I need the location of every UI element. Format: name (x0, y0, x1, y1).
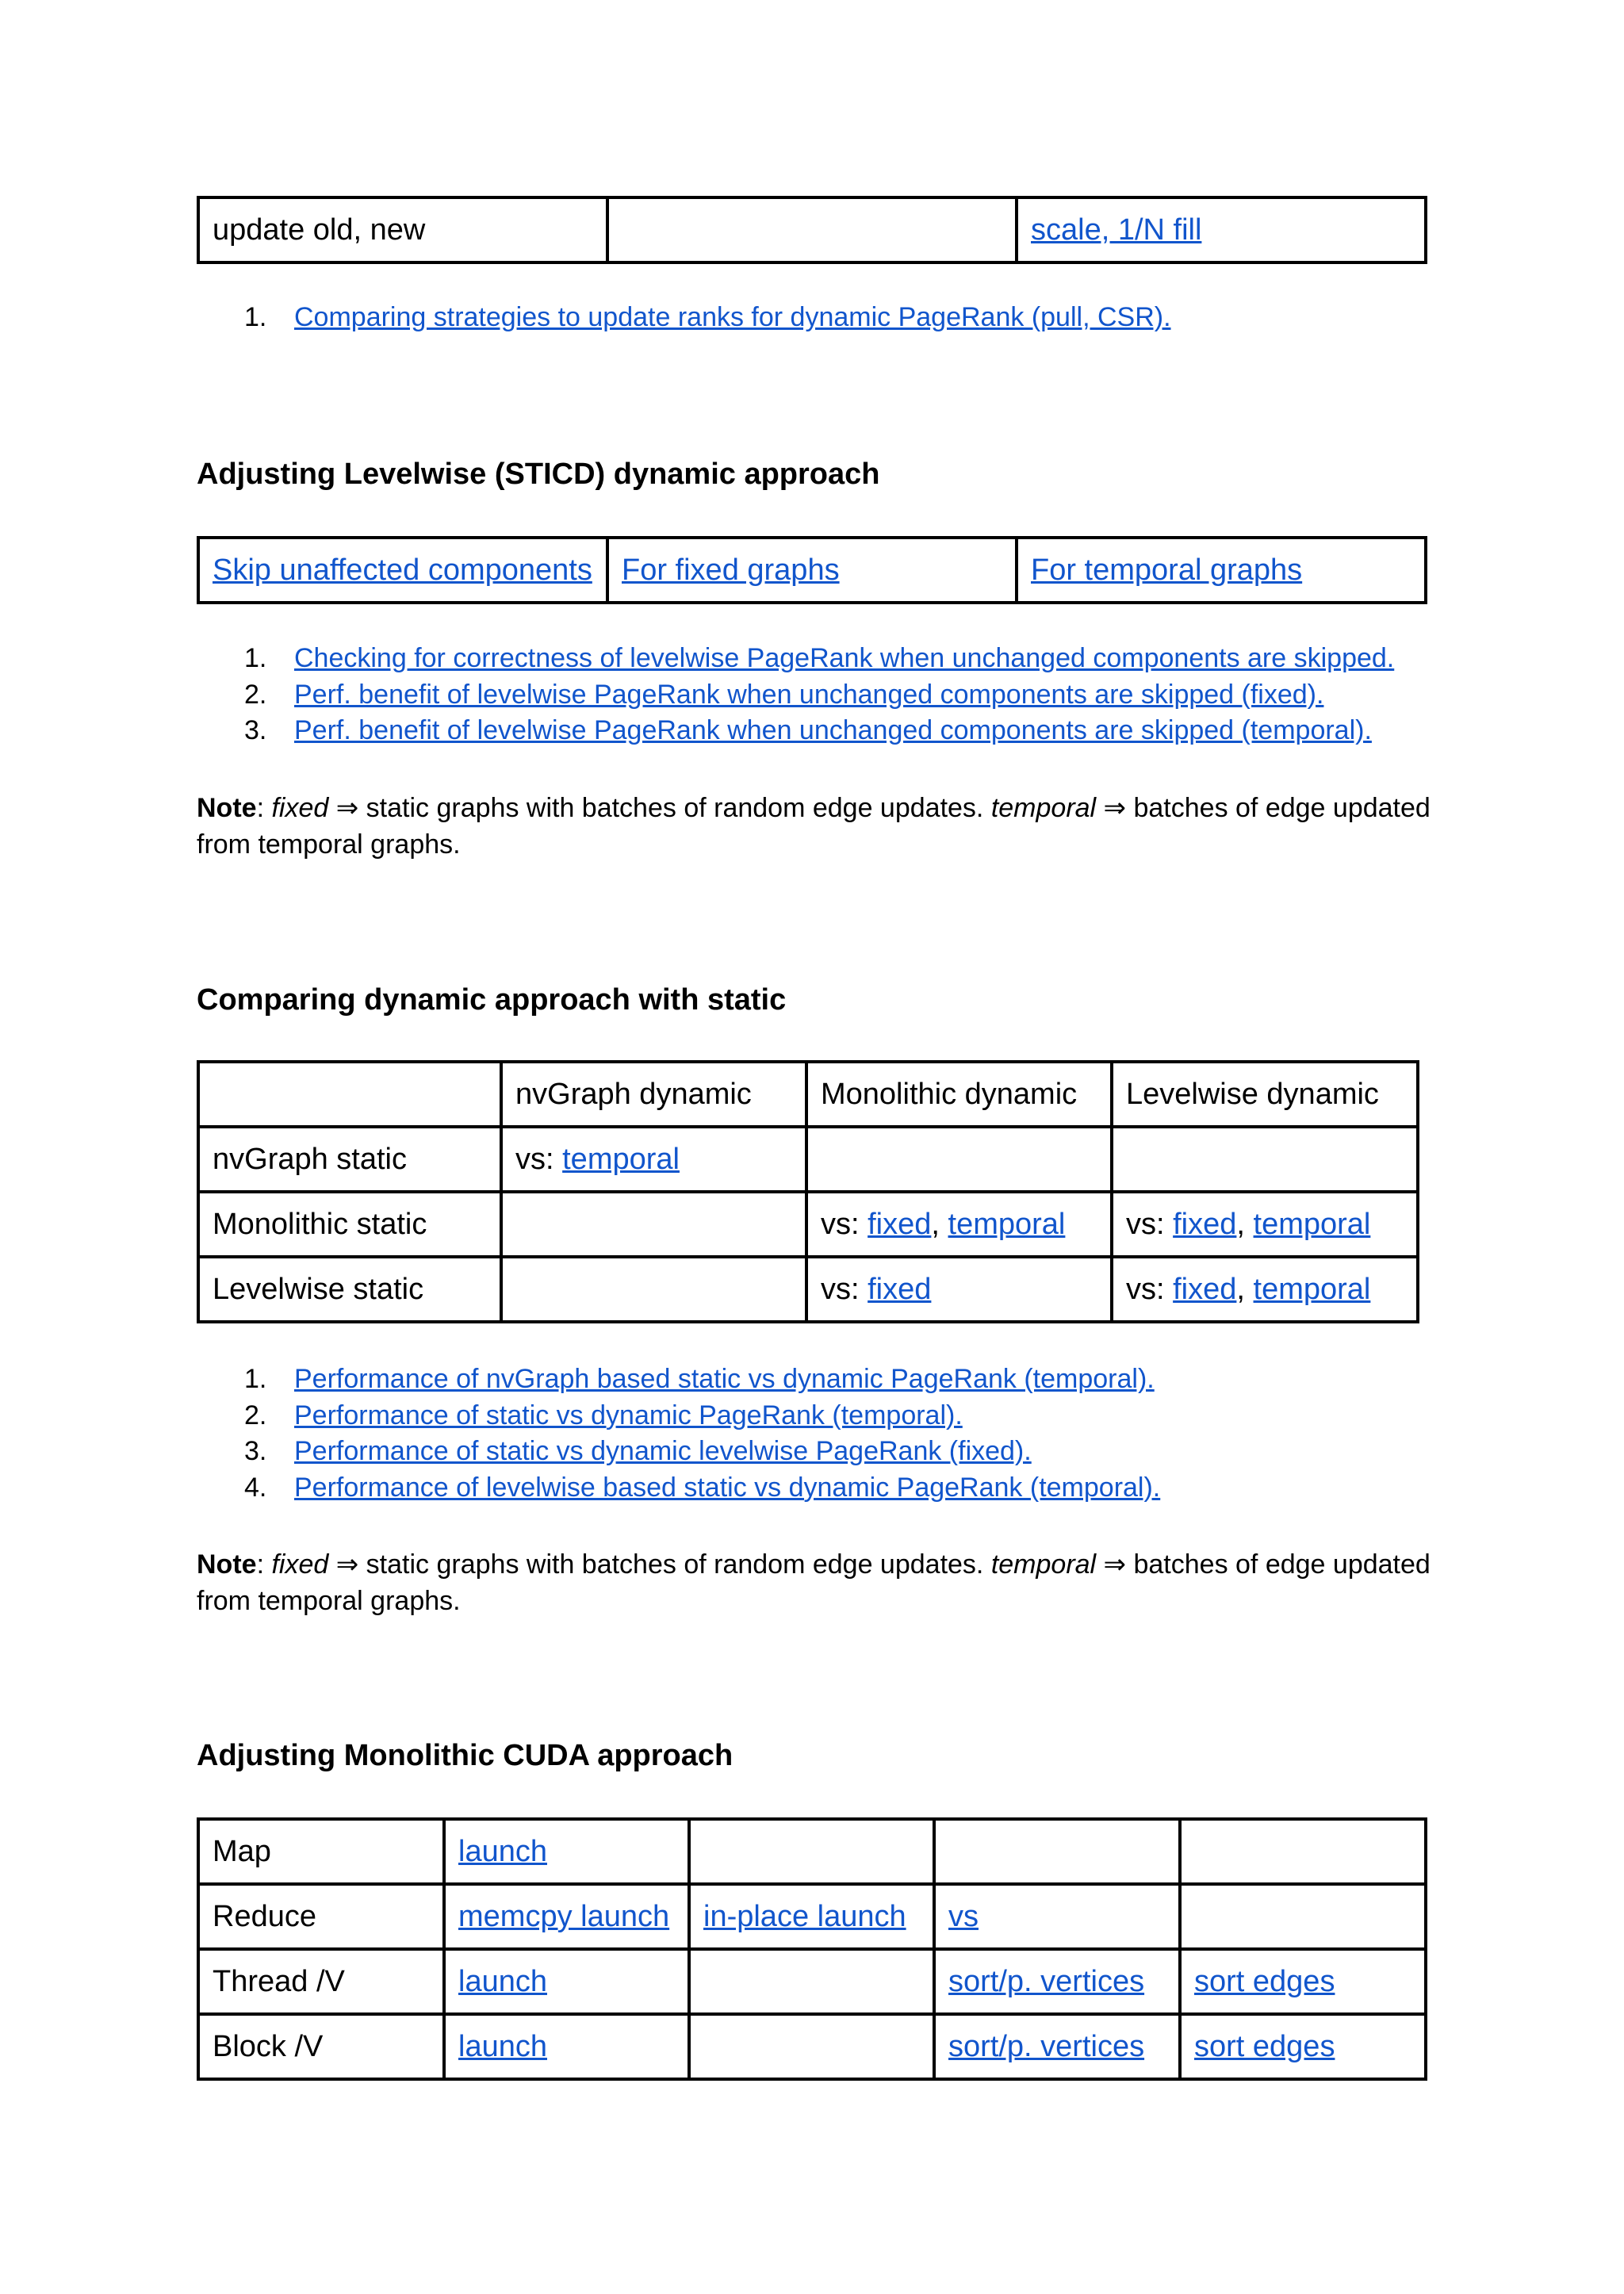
link-list-item[interactable]: Perf. benefit of levelwise PageRank when unchanged components are skipped (temporal). (294, 715, 1372, 745)
link-sort-edges[interactable]: sort edges (1194, 1964, 1335, 1998)
table-cell: vs: fixed, temporal (1112, 1257, 1418, 1322)
table-cell (607, 197, 1017, 262)
link-fixed[interactable]: fixed (868, 1272, 932, 1306)
table-cell (689, 2014, 934, 2079)
table-row (198, 1062, 1418, 1127)
section-heading-compare: Comparing dynamic approach with static (197, 983, 787, 1017)
link-launch[interactable]: launch (458, 2029, 547, 2063)
row-header: Map (198, 1819, 444, 1884)
link-fixed[interactable]: fixed (868, 1207, 932, 1241)
list-item: 4. Performance of levelwise based static vs dynamic PageRank (temporal). (244, 1472, 1161, 1503)
list-item: 3. Performance of static vs dynamic levelwise PageRank (fixed). (244, 1436, 1032, 1466)
row-header: Monolithic static (198, 1192, 501, 1257)
link-list-item[interactable]: Performance of nvGraph based static vs dynamic PageRank (temporal). (294, 1364, 1155, 1394)
table-cell (198, 538, 607, 603)
table-cell: vs: fixed, temporal (1112, 1192, 1418, 1257)
row-header: nvGraph static (198, 1127, 501, 1192)
link-temporal[interactable]: temporal (1253, 1272, 1371, 1306)
link-in-place-launch[interactable]: in-place launch (703, 1899, 906, 1933)
link-list-item[interactable]: Checking for correctness of levelwise PageRank when unchanged components are skipped. (294, 643, 1395, 673)
table-row (198, 197, 1426, 262)
table-cell (934, 1819, 1180, 1884)
update-list (197, 300, 1465, 336)
table-cell (934, 2014, 1180, 2079)
table-cell (444, 1949, 689, 2014)
link-launch[interactable]: launch (458, 1964, 547, 1998)
table-row (198, 1192, 1418, 1257)
list-item: 2. Performance of static vs dynamic PageRank (temporal). (244, 1400, 963, 1430)
list-item: 2. Perf. benefit of levelwise PageRank when unchanged components are skipped (fixed). (244, 679, 1324, 710)
link-vs[interactable]: vs (948, 1899, 979, 1933)
link-list-item[interactable]: Performance of static vs dynamic levelwise PageRank (fixed). (294, 1436, 1032, 1466)
table-cell (1017, 538, 1426, 603)
table-cell (934, 1949, 1180, 2014)
list-item: 1. Performance of nvGraph based static vs dynamic PageRank (temporal). (244, 1364, 1155, 1394)
table-cell (1017, 197, 1426, 262)
table-cell (1180, 1884, 1426, 1949)
compare-table (197, 1060, 1419, 1323)
list-item: 1. Checking for correctness of levelwise PageRank when unchanged components are skipped. (244, 643, 1395, 673)
list-item: 3. Perf. benefit of levelwise PageRank when unchanged components are skipped (temporal). (244, 715, 1372, 745)
link-fixed-graphs[interactable]: For fixed graphs (622, 553, 840, 587)
table-cell: vs: fixed, temporal (806, 1192, 1112, 1257)
table-cell (1180, 1819, 1426, 1884)
link-scale-fill[interactable]: scale, 1/N fill (1031, 213, 1202, 247)
levelwise-list (197, 641, 1465, 749)
column-header: Levelwise dynamic (1112, 1062, 1418, 1127)
link-fixed[interactable]: fixed (1173, 1207, 1237, 1241)
link-launch[interactable]: launch (458, 1834, 547, 1868)
table-cell (501, 1192, 806, 1257)
table-cell (1112, 1127, 1418, 1192)
link-sort-vertices[interactable]: sort/p. vertices (948, 1964, 1145, 1998)
link-list-item[interactable]: Perf. benefit of levelwise PageRank when unchanged components are skipped (fixed). (294, 679, 1324, 710)
table-cell: vs: temporal (501, 1127, 806, 1192)
table-row (198, 1257, 1418, 1322)
link-temporal[interactable]: temporal (562, 1142, 680, 1176)
row-header: Levelwise static (198, 1257, 501, 1322)
table-cell (689, 1819, 934, 1884)
table-cell (501, 1257, 806, 1322)
row-header: Thread /V (198, 1949, 444, 2014)
update-table (197, 196, 1427, 264)
table-cell (689, 1884, 934, 1949)
table-row (198, 1819, 1426, 1884)
link-list-item[interactable]: Performance of static vs dynamic PageRank (temporal). (294, 1400, 963, 1430)
column-header: nvGraph dynamic (501, 1062, 806, 1127)
row-header: Block /V (198, 2014, 444, 2079)
table-cell (689, 1949, 934, 2014)
link-temporal-graphs[interactable]: For temporal graphs (1031, 553, 1303, 587)
monolithic-table (197, 1817, 1427, 2081)
table-row (198, 1949, 1426, 2014)
section-heading-levelwise: Adjusting Levelwise (STICD) dynamic approach (197, 458, 880, 491)
table-cell (444, 1819, 689, 1884)
link-sort-edges[interactable]: sort edges (1194, 2029, 1335, 2063)
compare-list (197, 1361, 1465, 1506)
link-list-item[interactable]: Comparing strategies to update ranks for dynamic PageRank (pull, CSR). (294, 302, 1171, 332)
table-cell (806, 1127, 1112, 1192)
link-temporal[interactable]: temporal (1253, 1207, 1371, 1241)
table-cell (934, 1884, 1180, 1949)
note-paragraph: Note: fixed ⇒ static graphs with batches of random edge updates. temporal ⇒ batches of edge updated from temporal graphs. (197, 793, 1431, 860)
note-paragraph: Note: fixed ⇒ static graphs with batches of random edge updates. temporal ⇒ batches of edge updated from temporal graphs. (197, 1549, 1431, 1616)
link-temporal[interactable]: temporal (948, 1207, 1066, 1241)
table-cell (607, 538, 1017, 603)
table-cell: vs: fixed (806, 1257, 1112, 1322)
list-item: 1. Comparing strategies to update ranks for dynamic PageRank (pull, CSR). (244, 302, 1171, 332)
table-cell (1180, 2014, 1426, 2079)
table-row (198, 538, 1426, 603)
link-list-item[interactable]: Performance of levelwise based static vs dynamic PageRank (temporal). (294, 1472, 1161, 1503)
link-fixed[interactable]: fixed (1173, 1272, 1237, 1306)
table-cell (444, 2014, 689, 2079)
link-memcpy-launch[interactable]: memcpy launch (458, 1899, 670, 1933)
levelwise-table (197, 536, 1427, 604)
section-heading-monolithic: Adjusting Monolithic CUDA approach (197, 1739, 733, 1772)
table-row (198, 1127, 1418, 1192)
row-header: Reduce (198, 1884, 444, 1949)
table-row (198, 2014, 1426, 2079)
link-skip-unaffected[interactable]: Skip unaffected components (213, 553, 592, 587)
table-cell (444, 1884, 689, 1949)
table-cell (198, 1062, 501, 1127)
column-header: Monolithic dynamic (806, 1062, 1112, 1127)
link-sort-vertices[interactable]: sort/p. vertices (948, 2029, 1145, 2063)
table-cell (1180, 1949, 1426, 2014)
table-row (198, 1884, 1426, 1949)
table-cell: update old, new (198, 197, 607, 262)
